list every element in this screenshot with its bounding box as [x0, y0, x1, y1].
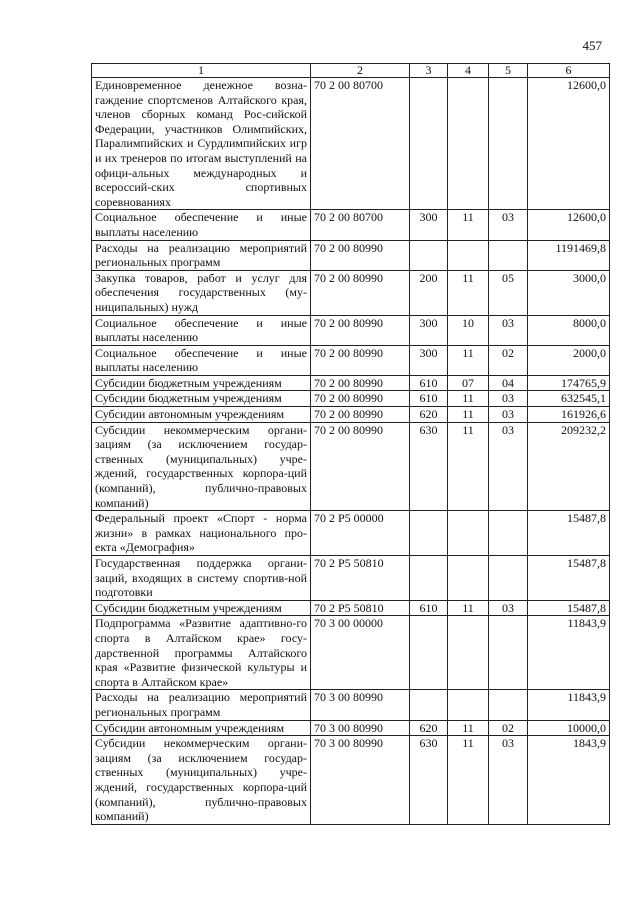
expense-type-cell: 620: [410, 720, 448, 736]
table-row: [92, 736, 610, 825]
item-name-cell: Субсидии некоммерческим органи-зациям (за исключением государ-ственных (муниципальных) учре-ждений, государственных корпора-ций (компаний), публично-правовых компаний): [92, 736, 311, 825]
target-code-cell: 70 2 P5 50810: [311, 600, 410, 616]
table-row: [92, 690, 610, 720]
amount-cell: 209232,2: [528, 422, 610, 511]
expense-type-cell: [410, 511, 448, 556]
item-name-cell: Социальное обеспечение и иные выплаты населению: [92, 315, 311, 345]
subsection-cell: 03: [489, 736, 528, 825]
expense-type-cell: [410, 616, 448, 690]
table-row: [92, 511, 610, 556]
table-row: [92, 345, 610, 375]
section-cell: 11: [448, 270, 489, 315]
target-code-cell: 70 3 00 00000: [311, 616, 410, 690]
table-row: [92, 391, 610, 407]
amount-cell: 3000,0: [528, 270, 610, 315]
target-code-cell: 70 2 P5 00000: [311, 511, 410, 556]
target-code-cell: 70 2 00 80990: [311, 391, 410, 407]
expense-type-cell: 630: [410, 736, 448, 825]
subsection-cell: 03: [489, 210, 528, 240]
section-cell: [448, 78, 489, 210]
amount-cell: 1191469,8: [528, 240, 610, 270]
section-cell: 11: [448, 720, 489, 736]
expense-type-cell: 610: [410, 375, 448, 391]
subsection-cell: [489, 616, 528, 690]
amount-cell: 8000,0: [528, 315, 610, 345]
section-cell: 11: [448, 422, 489, 511]
table-row: [92, 240, 610, 270]
item-name-cell: Социальное обеспечение и иные выплаты населению: [92, 210, 311, 240]
target-code-cell: 70 3 00 80990: [311, 720, 410, 736]
amount-cell: 1843,9: [528, 736, 610, 825]
section-cell: 11: [448, 391, 489, 407]
column-header: 5: [489, 64, 528, 78]
item-name-cell: Субсидии некоммерческим органи-зациям (за исключением государ-ственных (муниципальных) учре-ждений, государственных корпора-ций (компаний), публично-правовых компаний): [92, 422, 311, 511]
target-code-cell: 70 2 00 80990: [311, 375, 410, 391]
table-row: [92, 315, 610, 345]
subsection-cell: [489, 690, 528, 720]
item-name-cell: Расходы на реализацию мероприятий региональных программ: [92, 240, 311, 270]
target-code-cell: 70 2 00 80990: [311, 240, 410, 270]
item-name-cell: Государственная поддержка органи-заций, входящих в систему спортив-ной подготовки: [92, 556, 311, 601]
subsection-cell: 02: [489, 720, 528, 736]
subsection-cell: 04: [489, 375, 528, 391]
table-header-row: [92, 64, 610, 78]
column-header: 4: [448, 64, 489, 78]
section-cell: 11: [448, 736, 489, 825]
section-cell: 07: [448, 375, 489, 391]
section-cell: 11: [448, 345, 489, 375]
expense-type-cell: 610: [410, 600, 448, 616]
target-code-cell: 70 3 00 80990: [311, 690, 410, 720]
table-row: [92, 270, 610, 315]
subsection-cell: 03: [489, 391, 528, 407]
item-name-cell: Единовременное денежное возна-гаждение спортсменов Алтайского края, членов сборных команд Рос-сийской Федерации, участников Олимпийских, Паралимпийских и Сурдлимпийских игр и их тренеров по итогам выступлений на офици-альных международных и всероссий-ских спортивных соревнованиях: [92, 78, 311, 210]
expense-type-cell: [410, 556, 448, 601]
expense-type-cell: [410, 240, 448, 270]
target-code-cell: 70 2 00 80700: [311, 210, 410, 240]
subsection-cell: 02: [489, 345, 528, 375]
target-code-cell: 70 2 00 80990: [311, 270, 410, 315]
target-code-cell: 70 3 00 80990: [311, 736, 410, 825]
subsection-cell: 03: [489, 422, 528, 511]
section-cell: 11: [448, 600, 489, 616]
subsection-cell: 03: [489, 600, 528, 616]
expense-type-cell: [410, 78, 448, 210]
budget-table: [91, 63, 610, 825]
target-code-cell: 70 2 00 80700: [311, 78, 410, 210]
table-row: [92, 375, 610, 391]
target-code-cell: 70 2 00 80990: [311, 345, 410, 375]
table-body: [92, 78, 610, 825]
item-name-cell: Субсидии бюджетным учреждениям: [92, 375, 311, 391]
target-code-cell: 70 2 P5 50810: [311, 556, 410, 601]
amount-cell: 10000,0: [528, 720, 610, 736]
expense-type-cell: 630: [410, 422, 448, 511]
item-name-cell: Субсидии бюджетным учреждениям: [92, 391, 311, 407]
subsection-cell: [489, 556, 528, 601]
table-row: [92, 78, 610, 210]
column-header: 2: [311, 64, 410, 78]
subsection-cell: 05: [489, 270, 528, 315]
section-cell: 11: [448, 407, 489, 423]
item-name-cell: Социальное обеспечение и иные выплаты населению: [92, 345, 311, 375]
amount-cell: 2000,0: [528, 345, 610, 375]
column-header: 6: [528, 64, 610, 78]
target-code-cell: 70 2 00 80990: [311, 315, 410, 345]
amount-cell: 632545,1: [528, 391, 610, 407]
expense-type-cell: 300: [410, 210, 448, 240]
column-header: 1: [92, 64, 311, 78]
item-name-cell: Подпрограмма «Развитие адаптивно-го спорта в Алтайском крае» госу-дарственной программы Алтайского края «Развитие физической культуры и спорта в Алтайском крае»: [92, 616, 311, 690]
subsection-cell: [489, 240, 528, 270]
section-cell: [448, 511, 489, 556]
subsection-cell: [489, 78, 528, 210]
table-row: [92, 616, 610, 690]
item-name-cell: Субсидии автономным учреждениям: [92, 407, 311, 423]
amount-cell: 15487,8: [528, 600, 610, 616]
section-cell: [448, 240, 489, 270]
section-cell: 11: [448, 210, 489, 240]
table-row: [92, 720, 610, 736]
amount-cell: 12600,0: [528, 210, 610, 240]
item-name-cell: Расходы на реализацию мероприятий региональных программ: [92, 690, 311, 720]
table-row: [92, 407, 610, 423]
table-row: [92, 600, 610, 616]
amount-cell: 161926,6: [528, 407, 610, 423]
table-row: [92, 210, 610, 240]
amount-cell: 11843,9: [528, 616, 610, 690]
page-number: 457: [582, 38, 602, 53]
expense-type-cell: 620: [410, 407, 448, 423]
expense-type-cell: 200: [410, 270, 448, 315]
section-cell: [448, 616, 489, 690]
column-header: 3: [410, 64, 448, 78]
table-row: [92, 556, 610, 601]
amount-cell: 15487,8: [528, 511, 610, 556]
subsection-cell: [489, 511, 528, 556]
expense-type-cell: [410, 690, 448, 720]
item-name-cell: Субсидии бюджетным учреждениям: [92, 600, 311, 616]
table-row: [92, 422, 610, 511]
target-code-cell: 70 2 00 80990: [311, 407, 410, 423]
item-name-cell: Субсидии автономным учреждениям: [92, 720, 311, 736]
amount-cell: 11843,9: [528, 690, 610, 720]
subsection-cell: 03: [489, 407, 528, 423]
expense-type-cell: 300: [410, 315, 448, 345]
item-name-cell: Федеральный проект «Спорт - норма жизни» в рамках национального про-екта «Демография»: [92, 511, 311, 556]
section-cell: 10: [448, 315, 489, 345]
expense-type-cell: 610: [410, 391, 448, 407]
section-cell: [448, 556, 489, 601]
subsection-cell: 03: [489, 315, 528, 345]
target-code-cell: 70 2 00 80990: [311, 422, 410, 511]
amount-cell: 12600,0: [528, 78, 610, 210]
section-cell: [448, 690, 489, 720]
expense-type-cell: 300: [410, 345, 448, 375]
amount-cell: 15487,8: [528, 556, 610, 601]
amount-cell: 174765,9: [528, 375, 610, 391]
item-name-cell: Закупка товаров, работ и услуг для обеспечения государственных (му-ниципальных) нужд: [92, 270, 311, 315]
